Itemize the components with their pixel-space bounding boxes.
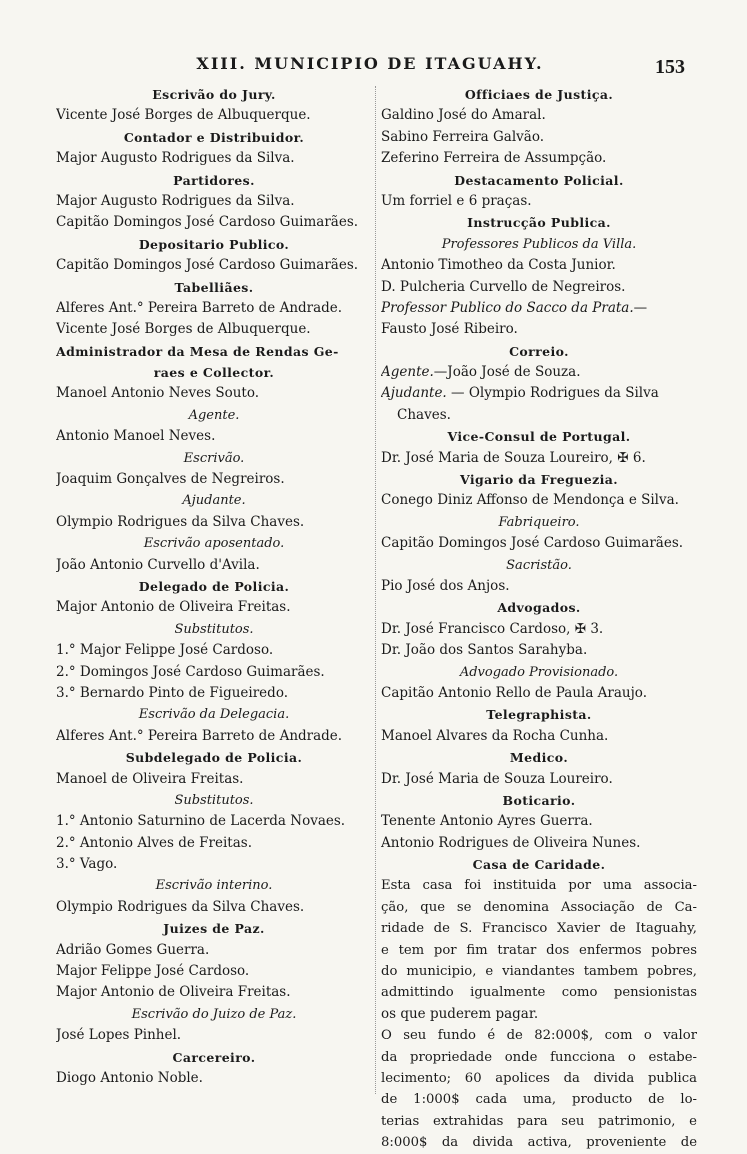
paragraph-line: do municipio, e viandantes tambem pobres, xyxy=(381,964,697,980)
paragraph-line: admittindo igualmente como pensionistas xyxy=(381,985,697,1001)
role-entry xyxy=(381,383,697,404)
section-heading: Casa de Caridade. xyxy=(472,857,606,873)
role-entry xyxy=(381,362,697,383)
entry-line: Vicente José Borges de Albuquerque. xyxy=(56,107,311,124)
entry-line: Antonio Rodrigues de Oliveira Nunes. xyxy=(381,834,641,851)
paragraph-line: ridade de S. Francisco Xavier de Itaguahy, xyxy=(381,921,697,937)
entry-line: Dr. José Maria de Souza Loureiro. xyxy=(381,770,613,787)
entry-line: José Lopes Pinhel. xyxy=(56,1027,182,1044)
entry-line: Major Antonio de Oliveira Freitas. xyxy=(56,984,291,1001)
section-heading: Contador e Distribuidor. xyxy=(123,129,305,145)
entry-line: Alferes Ant.° Pereira Barreto de Andrade. xyxy=(56,727,343,744)
role-subheading: Ajudante. xyxy=(182,493,246,509)
page-header-title: XIII. MUNICIPIO DE ITAGUAHY. xyxy=(196,54,544,73)
section-heading: Officiaes de Justiça. xyxy=(464,87,614,102)
section-heading: Destacamento Policial. xyxy=(454,172,624,188)
entry-line: Vicente José Borges de Albuquerque. xyxy=(56,321,311,338)
role-subheading: Professores Publicos da Villa. xyxy=(441,236,637,252)
role-subheading: Sacristão. xyxy=(506,557,572,573)
paragraph-line: da propriedade onde funcciona o estabe- xyxy=(381,1049,697,1065)
section-heading: Advogados. xyxy=(497,600,581,616)
entry-line: Capitão Antonio Rello de Paula Araujo. xyxy=(381,684,647,701)
entry-line: 2.° Antonio Alves de Freitas. xyxy=(56,834,252,851)
role-label: Ajudante. xyxy=(381,385,447,402)
entry-line: Diogo Antonio Noble. xyxy=(56,1069,203,1086)
entry-line: Dr. João dos Santos Sarahyba. xyxy=(381,642,588,659)
role-label: Professor Publico do Sacco da Prata. xyxy=(381,299,634,316)
entry-line: Zeferino Ferreira de Assumpção. xyxy=(381,150,607,167)
entry-line: Major Augusto Rodrigues da Silva. xyxy=(56,192,295,209)
entry-line: Capitão Domingos José Cardoso Guimarães. xyxy=(56,214,359,231)
entry-line: 1.° Antonio Saturnino de Lacerda Novaes. xyxy=(56,813,346,830)
entry-line: Manoel de Oliveira Freitas. xyxy=(56,770,244,787)
role-label: Agente. xyxy=(381,364,434,381)
entry-line: 1.° Major Felippe José Cardoso. xyxy=(56,642,274,659)
entry-line: Um forriel e 6 praças. xyxy=(381,192,532,209)
entry-line: Olympio Rodrigues da Silva Chaves. xyxy=(56,898,305,915)
section-heading: Juizes de Paz. xyxy=(163,921,265,937)
paragraph-line: ção, que se denomina Associação de Ca- xyxy=(381,899,697,915)
section-heading: Subdelegado de Policia. xyxy=(125,750,303,766)
paragraph-line: Esta casa foi instituida por uma associa- xyxy=(381,878,697,894)
entry-line: Adrião Gomes Guerra. xyxy=(56,941,210,958)
entry-continuation: Chaves. xyxy=(397,406,451,423)
section-heading: Medico. xyxy=(509,750,569,766)
entry-line: João Antonio Curvello d'Avila. xyxy=(56,556,260,573)
entry-line: Capitão Domingos José Cardoso Guimarães. xyxy=(381,535,684,552)
paragraph-line: terias extrahidas para seu patrimonio, e xyxy=(381,1113,697,1129)
section-heading: Delegado de Policia. xyxy=(138,578,290,594)
entry-line: Sabino Ferreira Galvão. xyxy=(381,128,545,145)
section-heading: Vigario da Freguezia. xyxy=(460,472,618,488)
role-subheading: Advogado Provisionado. xyxy=(459,664,619,680)
section-heading: Carcereiro. xyxy=(172,1049,256,1065)
section-heading: Instrucção Publica. xyxy=(467,215,611,231)
column-divider xyxy=(375,86,377,1094)
entry-line: Capitão Domingos José Cardoso Guimarães. xyxy=(56,257,359,274)
role-subheading: Substitutos. xyxy=(174,621,254,637)
paragraph-line: de 1:000$ cada uma, producto de lo- xyxy=(381,1092,697,1108)
entry-line: 3.° Vago. xyxy=(56,856,118,873)
left-column xyxy=(56,84,372,1089)
section-heading: Depositario Publico. xyxy=(138,236,290,252)
right-column xyxy=(381,84,697,1154)
entry-line: Galdino José do Amaral. xyxy=(381,107,546,124)
role-subheading: Escrivão da Delegacia. xyxy=(138,707,290,723)
entry-line: Fausto José Ribeiro. xyxy=(381,321,518,338)
paragraph-line: 8:000$ da divida activa, proveniente de xyxy=(381,1135,697,1151)
section-heading: Tabelliães. xyxy=(174,279,254,295)
section-heading: Correio. xyxy=(509,343,569,359)
entry-line: Conego Diniz Affonso de Mendonça e Silva. xyxy=(381,492,679,509)
section-heading: Administrador da Mesa de Rendas Ge- xyxy=(56,343,339,359)
entry-line: D. Pulcheria Curvello de Negreiros. xyxy=(381,278,626,295)
section-heading: Boticario. xyxy=(502,792,576,808)
entry-line: Manoel Antonio Neves Souto. xyxy=(56,385,260,402)
role-holder: — Olympio Rodrigues da Silva xyxy=(446,385,659,402)
section-heading: Vice-Consul de Portugal. xyxy=(447,429,631,445)
entry-line: Major Augusto Rodrigues da Silva. xyxy=(56,150,295,167)
entry-line: Antonio Timotheo da Costa Junior. xyxy=(381,257,616,274)
entry-line: Tenente Antonio Ayres Guerra. xyxy=(381,813,593,830)
entry-line: Alferes Ant.° Pereira Barreto de Andrade. xyxy=(56,299,343,316)
section-heading: Partidores. xyxy=(173,172,255,188)
role-subheading: Escrivão aposentado. xyxy=(143,536,285,552)
entry-line: Olympio Rodrigues da Silva Chaves. xyxy=(56,513,305,530)
entry-line: Joaquim Gonçalves de Negreiros. xyxy=(56,471,285,488)
role-subheading: Escrivão interino. xyxy=(155,878,273,894)
entry-line: os que puderem pagar. xyxy=(381,1005,539,1022)
section-heading: raes e Collector. xyxy=(153,365,275,381)
section-heading: Telegraphista. xyxy=(486,707,592,723)
entry-line: Major Felippe José Cardoso. xyxy=(56,963,250,980)
entry-line: Antonio Manoel Neves. xyxy=(56,428,216,445)
section-heading: Escrivão do Jury. xyxy=(152,87,276,102)
role-holder: —João José de Souza. xyxy=(433,364,581,381)
role-holder: — xyxy=(633,299,648,316)
role-subheading: Escrivão do Juizo de Paz. xyxy=(131,1006,297,1022)
paragraph-line: e tem por fim tratar dos enfermos pobres xyxy=(381,942,697,958)
role-subheading: Agente. xyxy=(188,407,240,423)
role-subheading: Fabriqueiro. xyxy=(498,514,580,530)
role-subheading: Substitutos. xyxy=(174,792,254,808)
entry-line: Dr. José Francisco Cardoso, ✠ 3. xyxy=(381,620,604,637)
entry-line: Pio José dos Anjos. xyxy=(381,577,510,594)
entry-line: Major Antonio de Oliveira Freitas. xyxy=(56,599,291,616)
role-entry xyxy=(381,298,697,319)
entry-line: Dr. José Maria de Souza Loureiro, ✠ 6. xyxy=(381,449,646,466)
page-number: 153 xyxy=(655,56,685,78)
entry-line: 3.° Bernardo Pinto de Figueiredo. xyxy=(56,684,288,701)
entry-line: Manoel Alvares da Rocha Cunha. xyxy=(381,727,609,744)
paragraph-line: lecimento; 60 apolices da divida publica xyxy=(381,1070,697,1086)
paragraph-line: O seu fundo é de 82:000$, com o valor xyxy=(381,1028,697,1044)
role-subheading: Escrivão. xyxy=(183,450,245,466)
entry-line: 2.° Domingos José Cardoso Guimarães. xyxy=(56,663,325,680)
